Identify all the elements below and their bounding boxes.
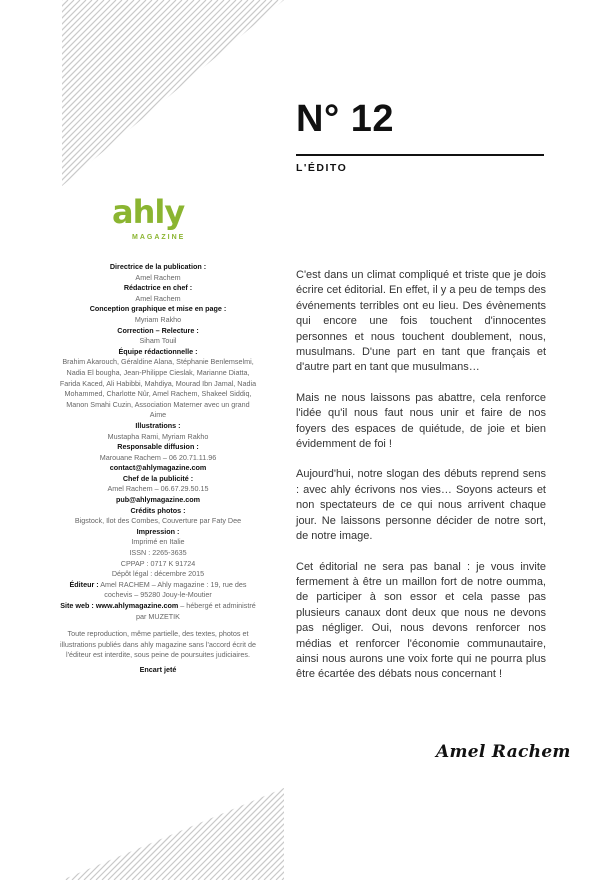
credit-heading-advertising: Chef de la publicité : <box>122 473 194 483</box>
credit-director: Amel Rachem <box>135 272 181 282</box>
author-signature: Amel Rachem <box>436 742 571 762</box>
editorial-paragraph-1: C'est dans un climat compliqué et triste que je dois écrire cet éditorial. En effet, il y a peu de temps des événements terribles ont eu lieu. Des évènements qui encore une fois touchent d'innocentes personnes et nous touchent doublement, nous, musulmans. D'une part en tant que français et d'autre part en tant que musulmans… <box>296 269 546 374</box>
credit-heading-website: Site web : <box>60 601 94 610</box>
editorial-body <box>296 268 546 698</box>
credit-advertising: Amel Rachem – 06.67.29.50.15 <box>107 484 209 494</box>
website-link[interactable]: www.ahlymagazine.com <box>95 601 179 610</box>
hatched-triangle-bottom <box>62 788 284 880</box>
credit-team: Brahim Akarouch, Géraldine Alana, Stéphanie Benlemselmi, Nadia El bougha, Jean-Philippe Cieslak, Marianne Diatta, Farida Kaced, Ali Habibbi, Mahdiya, Mourad Ibn Jamal, Nadia Mohammed, Charlotte Nûr, Amel Rachem, Shakeel Siddiq, Manon Smahi Cuzin, Association Materner avec un grand Aime <box>59 357 257 420</box>
header-divider <box>296 154 544 156</box>
encart-note: Encart jeté <box>139 664 177 674</box>
credit-illustrations: Mustapha Rami, Myriam Rakho <box>107 431 209 441</box>
credit-print-country: Imprimé en Italie <box>131 537 185 547</box>
credit-heading-chief: Rédactrice en chef : <box>123 283 193 293</box>
masthead-credits <box>58 262 258 676</box>
credit-heading-illustrations: Illustrations : <box>135 420 181 430</box>
credit-website <box>58 601 258 622</box>
credit-heading-photos: Crédits photos : <box>130 505 186 515</box>
credit-website-text: – hébergé et administré par MUZETIK <box>136 601 256 621</box>
credit-heading-design: Conception graphique et mise en page : <box>89 304 227 314</box>
credit-cppap: CPPAP : 0717 K 91724 <box>120 558 196 568</box>
issue-number: N° 12 <box>296 98 394 140</box>
editorial-paragraph-2: Mais ne nous laissons pas abattre, cela renforce l'idée qu'il nous faut nous unir et faire de nos foyers des espaces de quiétude, de joie et bien évidemment de foi ! <box>296 391 546 451</box>
hatched-triangle-top <box>62 0 284 186</box>
credit-proof: Siham Touil <box>139 336 177 346</box>
copyright-notice: Toute reproduction, même partielle, des textes, photos et illustrations publiés dans ahly magazine sans l'accord écrit de l'éditeur est interdite, sous peine de poursuites judiciaires. <box>60 629 256 660</box>
credit-heading-director: Directrice de la publication : <box>109 262 207 271</box>
credit-publisher <box>58 580 258 601</box>
editorial-paragraph-4: Cet éditorial ne sera pas banal : je vous invite fermement à être un maillon fort de notre oumma, de participer à son essor et cela passe pas plusieurs canaux dont deux que nous ne devons pas négliger. Oui, nous devons renforcer nos médias et renforcer l'économie communautaire, ainsi nous aurons une voix forte qui ne pourra plus être écartée des débats nous concernant ! <box>296 560 546 681</box>
credit-legal-deposit: Dépôt légal : décembre 2015 <box>111 569 205 579</box>
section-label: L'ÉDITO <box>296 162 348 174</box>
credit-chief: Amel Rachem <box>135 293 181 303</box>
credit-publisher-text: Amel RACHEM – Ahly magazine : 19, rue des cochevis – 95280 Jouy-le-Moutier <box>100 579 247 600</box>
pub-email-link[interactable]: pub@ahlymagazine.com <box>115 495 201 505</box>
credit-diffusion: Marouane Rachem – 06 20.71.11.96 <box>99 452 217 462</box>
credit-issn: ISSN : 2265-3635 <box>129 548 187 558</box>
logo-subtitle: MAGAZINE <box>132 234 186 241</box>
credit-heading-publisher: Éditeur : <box>69 579 99 589</box>
credit-heading-proof: Correction – Relecture : <box>117 325 199 335</box>
ahly-logo <box>112 193 202 252</box>
credit-design: Myriam Rakho <box>134 314 182 324</box>
credit-photos: Bigstock, Ilot des Combes, Couverture par Faty Dee <box>74 516 242 526</box>
editorial-paragraph-3: Aujourd'hui, notre slogan des débuts reprend sens : avec ahly écrivons nos vies… Soyons acteurs et non spectateurs de ce qui nous arrivent chaque jour. Ne laissons personne décider de notre sort, de notre image. <box>296 468 546 543</box>
credit-heading-diffusion: Responsable diffusion : <box>117 442 199 452</box>
contact-email-link[interactable]: contact@ahlymagazine.com <box>109 463 207 473</box>
logo-wordmark: ahly <box>112 193 185 231</box>
credit-heading-team: Équipe rédactionnelle : <box>118 346 198 356</box>
credit-heading-printing: Impression : <box>136 526 180 536</box>
